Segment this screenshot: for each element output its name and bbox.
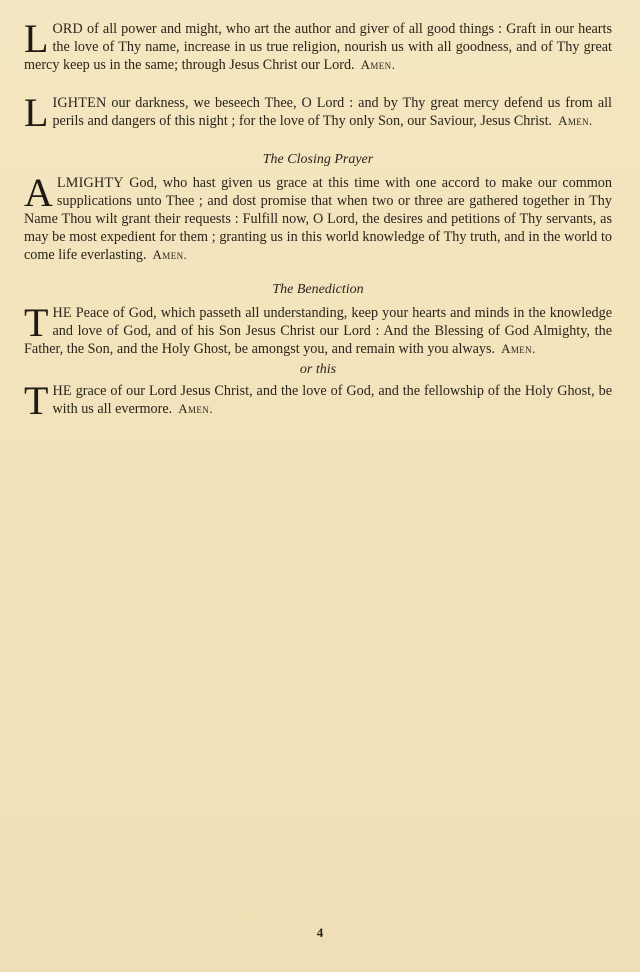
paragraph-text: God, who hast given us grace at this time with one accord to make our common supplications unto Thee ; and dost promise that when two or three are gathered together in Thy Name Thou wilt grant their requests : Fulfill now, O Lord, the desires and petitions of Thy servants, as may be most expedient for them ; granting us in this world knowledge of Thy truth, and in the world to come life everlasting. (24, 175, 612, 263)
drop-cap: A (24, 170, 53, 215)
amen-label: Amen. (178, 401, 213, 416)
drop-cap: T (24, 300, 49, 345)
section-heading-benediction: The Benediction (272, 282, 364, 297)
drop-cap: L (24, 16, 49, 61)
lead-word: LMIGHTY (56, 175, 124, 191)
lead-word: HE (52, 305, 72, 321)
drop-cap: T (24, 378, 49, 423)
paragraph-text: our darkness, we beseech Thee, O Lord : and by Thy great mercy defend us from all perils and dangers of this night ; for the love of Thy only Son, our Saviour, Jesus Christ. (52, 95, 612, 129)
page-number: 4 (316, 925, 324, 940)
amen-label: Amen. (152, 247, 188, 262)
section-heading-closing-prayer: The Closing Prayer (262, 152, 374, 167)
prayer-paragraph-3 (24, 170, 612, 264)
prayer-paragraph-5 (24, 378, 612, 423)
section-heading-or-this: or this (299, 362, 337, 377)
lead-word: ORD (52, 21, 83, 37)
paragraph-text: of all power and might, who art the author and giver of all good things : Graft in our hearts the love of Thy name, increase in us true religion, nourish us with all goodness, and of Thy great mercy keep us in the same; through Jesus Christ our Lord. (24, 21, 612, 73)
amen-label: Amen. (360, 57, 396, 72)
prayer-paragraph-2 (24, 90, 612, 135)
prayer-content (24, 16, 612, 423)
lead-word: HE (52, 383, 72, 399)
amen-label: Amen. (501, 341, 536, 356)
lead-word: IGHTEN (52, 95, 107, 111)
prayer-paragraph-4 (24, 300, 612, 358)
prayer-paragraph-1 (24, 16, 612, 74)
paragraph-text: grace of our Lord Jesus Christ, and the love of God, and the fellowship of the Holy Ghost, be with us all evermore. (52, 383, 612, 417)
paragraph-text: Peace of God, which passeth all understanding, keep your hearts and minds in the knowledge and love of God, and of his Son Jesus Christ our Lord : And the Blessing of God Almighty, the Father, the Son, and the Holy Ghost, be amongst you, and remain with you always. (24, 305, 612, 357)
amen-label: Amen. (558, 113, 593, 128)
drop-cap: L (24, 90, 49, 135)
